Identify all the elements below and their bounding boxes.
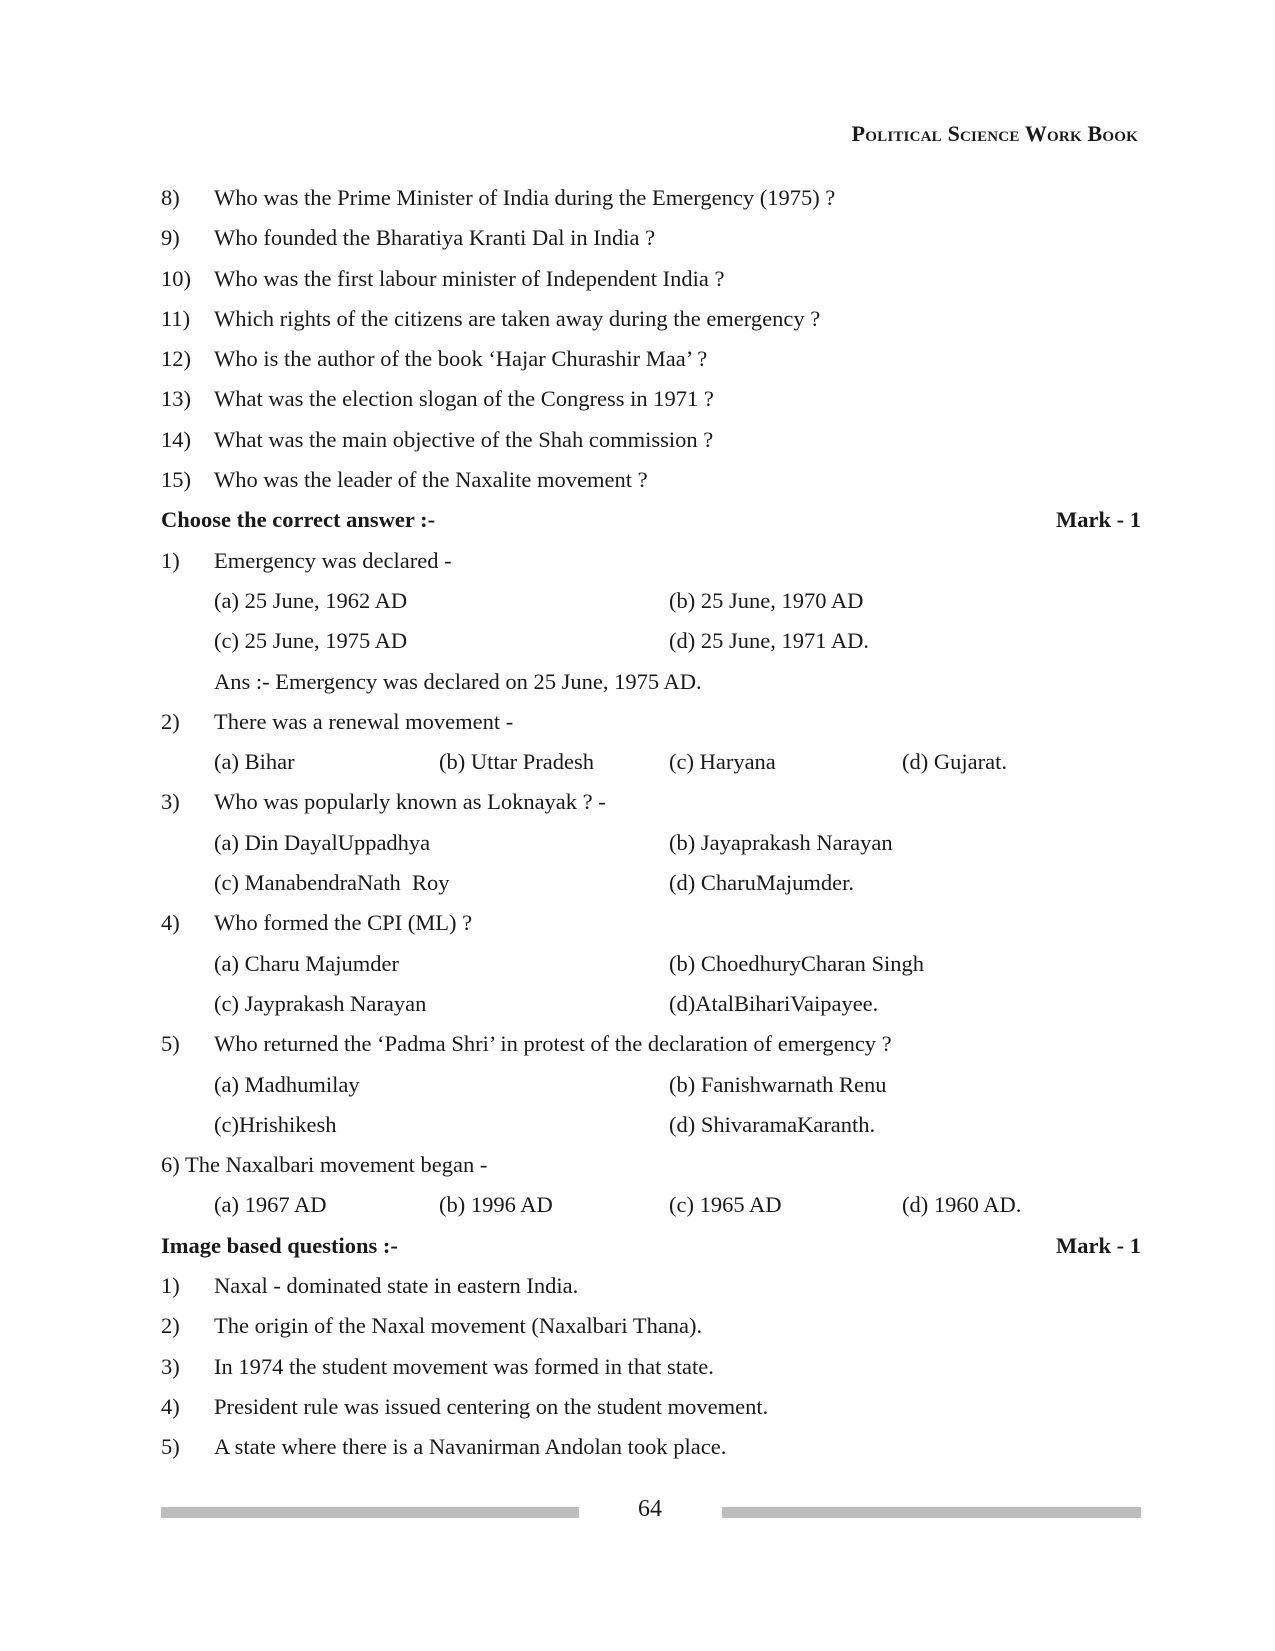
mcq-4-options-row-2 xyxy=(161,984,1141,1024)
option-a: (a) 1967 AD xyxy=(214,1192,327,1218)
question-number: 10) xyxy=(161,265,191,291)
mcq-question-5 xyxy=(161,1024,1141,1064)
question-number: 4) xyxy=(161,1393,180,1419)
short-question-14 xyxy=(161,420,1141,460)
question-text: Who founded the Bharatiya Kranti Dal in India ? xyxy=(214,225,656,251)
short-question-13 xyxy=(161,379,1141,419)
question-text: Who is the author of the book ‘Hajar Churashir Maa’ ? xyxy=(214,346,708,372)
image-question-5 xyxy=(161,1427,1141,1467)
question-number: 2) xyxy=(161,1313,180,1339)
option-b: (b) ChoedhuryCharan Singh xyxy=(669,950,924,976)
question-text: President rule was issued centering on the student movement. xyxy=(214,1393,769,1419)
mcq-question-2 xyxy=(161,702,1141,742)
question-text: Who was the first labour minister of Independent India ? xyxy=(214,265,725,291)
option-c: (c) Haryana xyxy=(669,749,776,775)
question-text: A state where there is a Navanirman Andolan took place. xyxy=(214,1434,727,1460)
question-number: 2) xyxy=(161,708,180,734)
option-c: (c) Jayprakash Narayan xyxy=(214,990,427,1016)
question-text: Who was popularly known as Loknayak ? - xyxy=(214,789,606,815)
question-number: 13) xyxy=(161,386,191,412)
option-a: (a) Bihar xyxy=(214,749,295,775)
option-d: (d)AtalBihariVaipayee. xyxy=(669,990,879,1016)
question-number: 9) xyxy=(161,225,180,251)
question-number: 3) xyxy=(161,1353,180,1379)
section-mark: Mark - 1 xyxy=(1056,507,1141,533)
page-content xyxy=(161,178,1141,1468)
short-question-8 xyxy=(161,178,1141,218)
answer-text: Ans :- Emergency was declared on 25 June, 1975 AD. xyxy=(214,668,702,694)
image-question-4 xyxy=(161,1387,1141,1427)
mcq-question-6 xyxy=(161,1145,1141,1185)
question-text: What was the election slogan of the Congress in 1971 ? xyxy=(214,386,714,412)
section-heading-text: Choose the correct answer :- xyxy=(161,507,436,533)
question-text: 6) The Naxalbari movement began - xyxy=(161,1152,488,1178)
option-d: (d) ShivaramaKaranth. xyxy=(669,1111,876,1137)
question-text: Emergency was declared - xyxy=(214,547,452,573)
question-number: 5) xyxy=(161,1031,180,1057)
question-number: 4) xyxy=(161,910,180,936)
question-number: 14) xyxy=(161,426,191,452)
image-question-1 xyxy=(161,1266,1141,1306)
option-b: (b) Uttar Pradesh xyxy=(439,749,594,775)
question-text: Who returned the ‘Padma Shri’ in protest of the declaration of emergency ? xyxy=(214,1031,892,1057)
option-b: (b) Fanishwarnath Renu xyxy=(669,1071,887,1097)
mcq-1-options-row-1 xyxy=(161,581,1141,621)
question-number: 1) xyxy=(161,547,180,573)
mcq-4-options-row-1 xyxy=(161,944,1141,984)
footer-bar-left xyxy=(161,1507,579,1518)
option-c: (c) ManabendraNath Roy xyxy=(214,870,450,896)
section-heading-text: Image based questions :- xyxy=(161,1232,398,1258)
question-number: 3) xyxy=(161,789,180,815)
option-d: (d) Gujarat. xyxy=(902,749,1007,775)
mcq-section-heading xyxy=(161,500,1141,540)
option-a: (a) Madhumilay xyxy=(214,1071,360,1097)
short-question-11 xyxy=(161,299,1141,339)
option-b: (b) Jayaprakash Narayan xyxy=(669,829,893,855)
option-b: (b) 25 June, 1970 AD xyxy=(669,587,864,613)
option-b: (b) 1996 AD xyxy=(439,1192,553,1218)
mcq-1-answer xyxy=(161,662,1141,702)
short-question-10 xyxy=(161,259,1141,299)
short-question-9 xyxy=(161,218,1141,258)
question-text: Naxal - dominated state in eastern India. xyxy=(214,1273,579,1299)
option-d: (d) 1960 AD. xyxy=(902,1192,1022,1218)
question-number: 1) xyxy=(161,1273,180,1299)
question-text: Which rights of the citizens are taken away during the emergency ? xyxy=(214,305,821,331)
mcq-question-4 xyxy=(161,903,1141,943)
option-d: (d) 25 June, 1971 AD. xyxy=(669,628,869,654)
question-text: The origin of the Naxal movement (Naxalbari Thana). xyxy=(214,1313,703,1339)
option-c: (c) 1965 AD xyxy=(669,1192,782,1218)
option-a: (a) 25 June, 1962 AD xyxy=(214,587,408,613)
mcq-5-options-row-1 xyxy=(161,1065,1141,1105)
question-text: Who formed the CPI (ML) ? xyxy=(214,910,473,936)
mcq-2-options-row xyxy=(161,742,1141,782)
option-c: (c)Hrishikesh xyxy=(214,1111,337,1137)
question-number: 11) xyxy=(161,305,191,331)
image-question-3 xyxy=(161,1347,1141,1387)
mcq-3-options-row-1 xyxy=(161,823,1141,863)
option-d: (d) CharuMajumder. xyxy=(669,870,854,896)
section-mark: Mark - 1 xyxy=(1056,1232,1141,1258)
question-text: Who was the leader of the Naxalite movement ? xyxy=(214,467,648,493)
question-number: 15) xyxy=(161,467,191,493)
question-text: Who was the Prime Minister of India during the Emergency (1975) ? xyxy=(214,185,836,210)
question-text: In 1974 the student movement was formed in that state. xyxy=(214,1353,714,1379)
image-questions-heading xyxy=(161,1226,1141,1266)
question-text: What was the main objective of the Shah commission ? xyxy=(214,426,714,452)
page-header-title: Political Science Work Book xyxy=(851,121,1138,146)
short-question-15 xyxy=(161,460,1141,500)
mcq-1-options-row-2 xyxy=(161,621,1141,661)
image-question-2 xyxy=(161,1306,1141,1346)
mcq-question-1 xyxy=(161,541,1141,581)
mcq-6-options-row xyxy=(161,1185,1141,1225)
option-c: (c) 25 June, 1975 AD xyxy=(214,628,408,654)
mcq-5-options-row-2 xyxy=(161,1105,1141,1145)
question-number: 12) xyxy=(161,346,191,372)
page-number: 64 xyxy=(638,1496,662,1522)
question-text: There was a renewal movement - xyxy=(214,708,514,734)
question-number: 5) xyxy=(161,1434,180,1460)
option-a: (a) Charu Majumder xyxy=(214,950,399,976)
option-a: (a) Din DayalUppadhya xyxy=(214,829,431,855)
footer-bar-right xyxy=(722,1507,1141,1518)
mcq-question-3 xyxy=(161,782,1141,822)
mcq-3-options-row-2 xyxy=(161,863,1141,903)
short-question-12 xyxy=(161,339,1141,379)
question-number: 8) xyxy=(161,185,180,210)
